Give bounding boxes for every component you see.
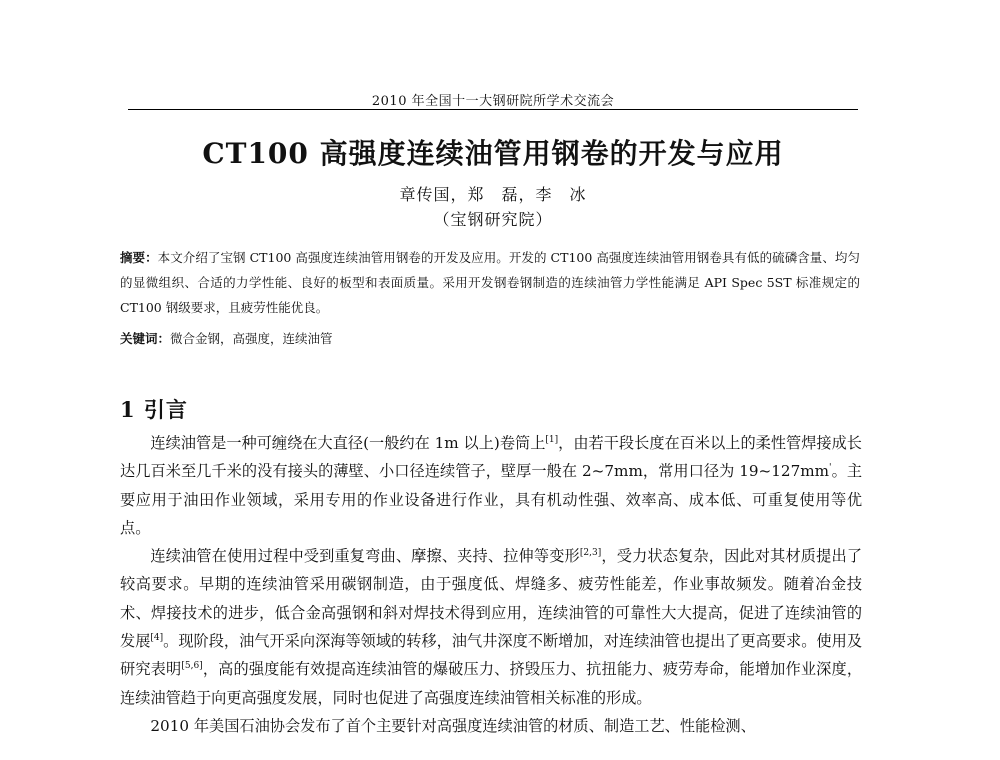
section-body	[120, 429, 862, 740]
text-run: 连续油管在使用过程中受到重复弯曲、摩擦、夹持、拉伸等变形	[150, 547, 580, 566]
keywords-label: 关键词：	[120, 331, 171, 346]
abstract-label: 摘要：	[120, 250, 158, 265]
footnote-mark: '	[829, 463, 832, 474]
keywords-text: 微合金钢，高强度，连续油管	[170, 331, 333, 346]
citation: [5,6]	[181, 661, 203, 672]
keywords	[120, 326, 860, 351]
paragraph	[120, 542, 862, 712]
citation: [1]	[545, 434, 559, 445]
affiliation: （宝钢研究院）	[433, 210, 553, 229]
text-run: ，由若干段长度在百米以上的柔性管焊接成长达几百米至几千米的没有接头的薄壁、小口径连续管子，壁厚一般在 2~7mm，常用口径为 19~127mm	[120, 434, 862, 481]
paragraph	[120, 429, 862, 542]
text-run: 连续油管是一种可缠绕在大直径(一般约在 1m 以上)卷筒上	[150, 434, 546, 452]
paragraph	[120, 712, 862, 740]
author-list: 章传国，郑 磊，李 冰	[399, 185, 587, 204]
running-header: 2010 年全国十一大钢研院所学术交流会	[371, 94, 615, 109]
abstract-text: 本文介绍了宝钢 CT100 高强度连续油管用钢卷的开发及应用。开发的 CT100 高强度连续油管用钢卷具有低的硫磷含量、均匀的显微组织、合适的力学性能、良好的板型和表面质量。采用开发钢卷钢制造的连续油管力学性能满足 API Spec 5ST 标准规定的 CT100 钢级要求，且疲劳性能优良。	[120, 250, 860, 315]
citation: [2,3]	[579, 548, 602, 559]
text-run: ，受力状态复杂，因此对其材质提出了较高要求。早期的连续油管采用碳钢制造，由于强度低、焊缝多、疲劳性能差，作业事故频发。随着冶金技术、焊接技术的进步，低合金高强钢和斜对焊技术得到应用，连续油管的可靠性大大提高，促进了连续油管的发展	[120, 547, 863, 651]
text-run: 。主要应用于油田作业领域，采用专用的作业设备进行作业，具有机动性强、效率高、成本低、可重复使用等优点。	[120, 462, 863, 537]
paper-title: CT100 高强度连续油管用钢卷的开发与应用	[202, 137, 784, 170]
header-rule	[128, 109, 858, 110]
abstract	[120, 245, 860, 320]
text-run: ，高的强度能有效提高连续油管的爆破压力、挤毁压力、抗扭能力、疲劳寿命，能增加作业深度，连续油管趋于向更高强度发展，同时也促进了高强度连续油管相关标准的形成。	[120, 660, 863, 707]
text-run: 2010 年美国石油协会发布了首个主要针对高强度连续油管的材质、制造工艺、性能检测、	[150, 716, 756, 735]
section-heading: 1 引言	[120, 397, 188, 422]
citation: [4]	[150, 633, 164, 644]
text-run: 。现阶段，油气开采向深海等领域的转移，油气井深度不断增加，对连续油管也提出了更高要求。使用及研究表明	[120, 632, 863, 679]
